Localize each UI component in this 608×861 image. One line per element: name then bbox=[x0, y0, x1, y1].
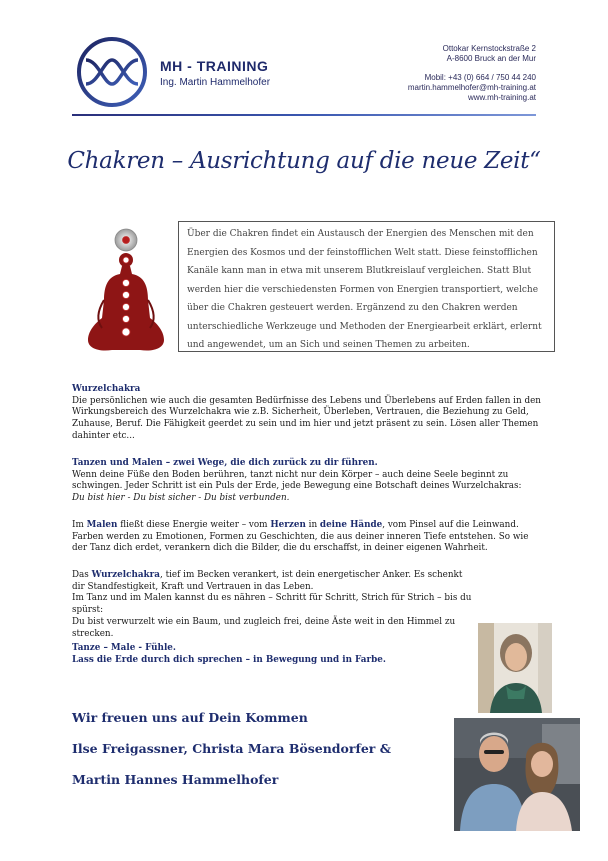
website-link[interactable]: www.mh-training.at bbox=[467, 93, 536, 102]
brand-subtitle: Ing. Martin Hammelhofer bbox=[160, 77, 271, 88]
malen-text-2: fließt diese Energie weiter – vom bbox=[117, 520, 271, 530]
motto-line-1: Tanze – Male - Fühle. bbox=[72, 643, 176, 653]
anker-line-4: Du bist verwurzelt wie ein Baum, und zugleich frei, deine Äste weit in den Himmel zu bbox=[72, 616, 456, 627]
portrait-photo-woman bbox=[478, 623, 552, 713]
closing-line-2: Ilse Freigassner, Christa Mara Bösendorfer & bbox=[72, 741, 392, 756]
wurzelchakra-heading: Wurzelchakra bbox=[72, 384, 141, 394]
section-anker bbox=[72, 570, 477, 640]
malen-text-3: in bbox=[305, 520, 320, 530]
malen-bold-malen: Malen bbox=[86, 520, 118, 530]
mh-training-logo bbox=[72, 36, 152, 108]
tanzen-affirmation: Du bist hier - Du bist sicher - Du bist verbunden. bbox=[72, 493, 290, 504]
closing-line-1: Wir freuen uns auf Dein Kommen bbox=[72, 710, 308, 725]
malen-bold-haende: deine Hände bbox=[319, 520, 383, 530]
anker-bold-wurzelchakra: Wurzelchakra bbox=[91, 570, 160, 580]
section-motto bbox=[72, 643, 542, 666]
page-title: Chakren – Ausrichtung auf die neue Zeit“ bbox=[67, 148, 541, 174]
anker-line-5: strecken. bbox=[72, 628, 114, 639]
meditation-figure-illustration bbox=[74, 228, 166, 356]
header-divider bbox=[72, 114, 536, 116]
anker-text-2: , tief im Becken verankert, ist dein energetischer Anker. Es schenkt dir Standfestigkeit, Kraft und Vertrauen in das Leben. bbox=[72, 570, 463, 592]
section-malen bbox=[72, 520, 542, 555]
tanzen-malen-text: Wenn deine Füße den Boden berühren, tanzt nicht nur dein Körper – auch deine Seele beginnt zu schwingen. Jeder Schritt ist ein Puls der Erde, jede Bewegung eine Botschaft deines Wurzelchakras: bbox=[72, 469, 522, 492]
malen-bold-herzen: Herzen bbox=[270, 520, 306, 530]
wurzelchakra-text: Die persönlichen wie auch die gesamten Bedürfnisse des Lebens und Überlebens auf Erden fallen in den Wirkungsbereich des Wurzelchakra wie z.B. Sicherheit, Überleben, Vertrauen, die Beziehung zu Geld, Zuhause, Beruf. Die Fähigkeit geerdet zu sein und im hier und jetzt präsent zu sein. Lösen aller Themen dahinter etc... bbox=[72, 395, 541, 441]
address-line-2: A-8600 Bruck an der Mur bbox=[446, 54, 536, 63]
closing-line-3: Martin Hannes Hammelhofer bbox=[72, 772, 279, 787]
malen-text-4: , vom Pinsel auf die Leinwand. Farben werden zu Emotionen, Formen zu Geschichten, die aus deiner inneren Tiefe entstehen. So wie der Tanz dich erdet, verankern dich die Bilder, die du erschaffst, in deiner eigenen Wahrheit. bbox=[72, 520, 529, 554]
address-line-1: Ottokar Kernstockstraße 2 bbox=[442, 44, 536, 53]
anker-text-1: Das bbox=[72, 570, 92, 580]
email-link[interactable]: martin.hammelhofer@mh-training.at bbox=[407, 83, 536, 92]
motto-line-2: Lass die Erde durch dich sprechen – in Bewegung und in Farbe. bbox=[72, 654, 386, 665]
intro-text-box: Über die Chakren findet ein Austausch der Energien des Menschen mit den Energien des Kosmos und der feinstofflichen Welt statt. Diese feinstofflichen Kanäle kann man in etwa mit unserem Blutkreislauf vergleichen. Statt Blut werden hier die verschiedensten Formen von Energien transportiert, welche über die Chakren gesteuert werden. Ergänzend zu den Chakren werden unterschiedliche Werkzeuge und Methoden der Energiearbeit erklärt, erlernt und angewendet, um an Sich und seinen Themen zu arbeiten. bbox=[178, 221, 555, 352]
malen-text-1: Im bbox=[72, 520, 87, 530]
anker-line-3: Im Tanz und im Malen kannst du es nähren – Schritt für Schritt, Strich für Strich – bis du spürst: bbox=[72, 593, 472, 616]
mobile-number: Mobil: +43 (0) 664 / 750 44 240 bbox=[424, 73, 536, 82]
portrait-photo-couple bbox=[454, 718, 580, 831]
section-wurzelchakra bbox=[72, 384, 542, 443]
section-tanzen-malen bbox=[72, 458, 542, 505]
brand-name: MH - TRAINING bbox=[160, 58, 269, 74]
tanzen-malen-heading: Tanzen und Malen – zwei Wege, die dich zurück zu dir führen. bbox=[72, 458, 378, 468]
